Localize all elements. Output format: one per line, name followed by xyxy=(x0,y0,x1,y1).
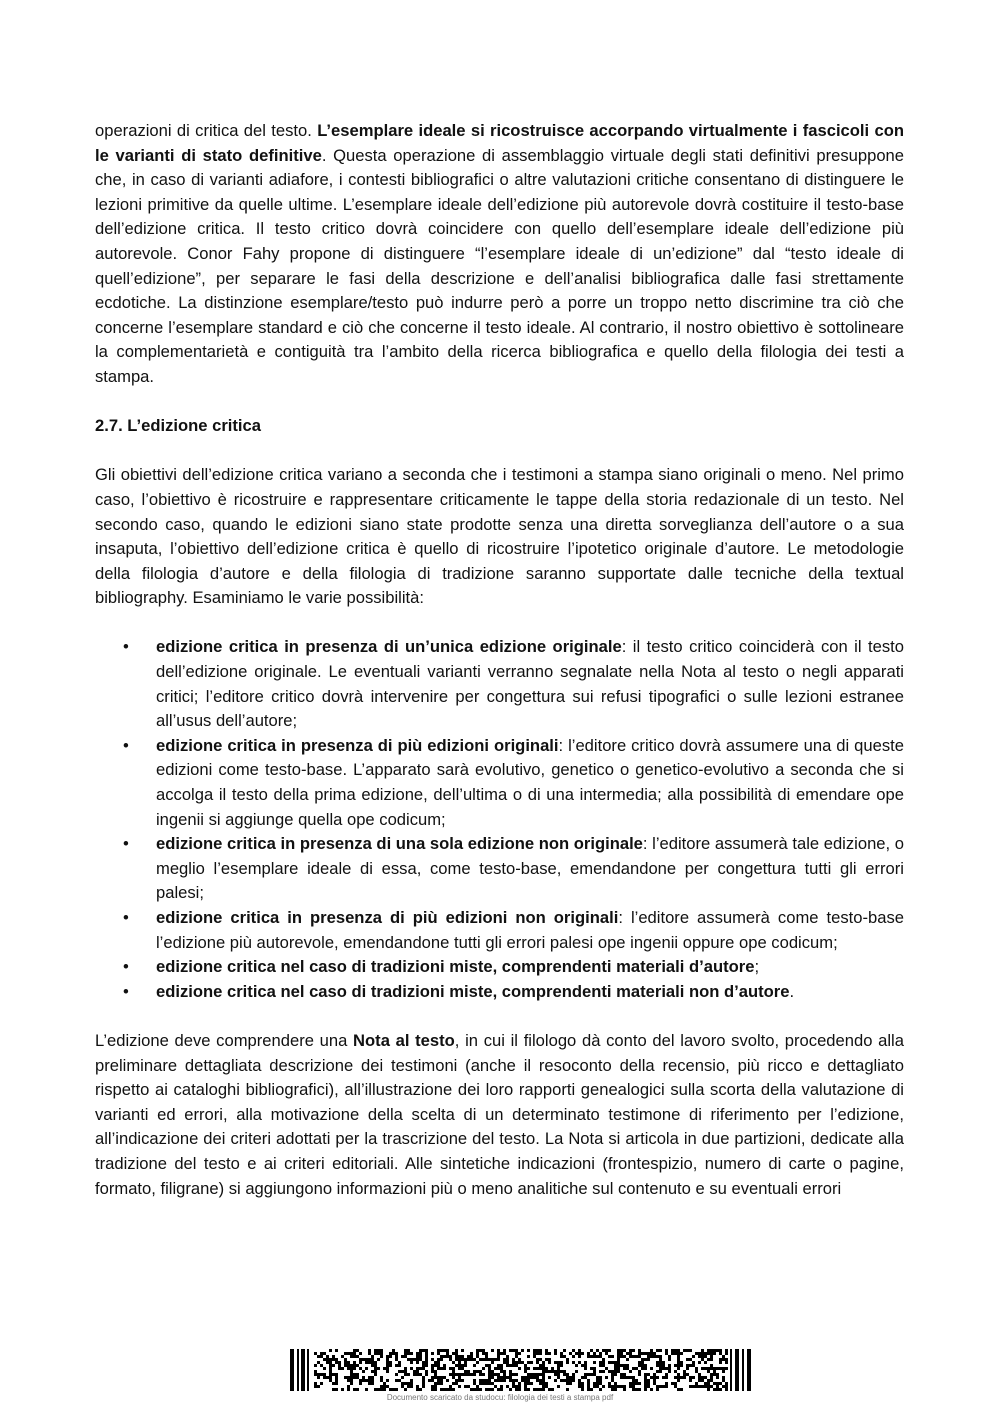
nota-bold-term: Nota al testo xyxy=(353,1030,455,1050)
list-item-title: edizione critica nel caso di tradizioni miste, comprendenti materiali non d’autore xyxy=(156,981,790,1001)
page-footer xyxy=(0,1349,1000,1409)
nota-paragraph xyxy=(95,1029,904,1201)
list-item-title: edizione critica in presenza di più edizioni originali xyxy=(156,735,559,755)
barcode-caption: Documento scaricato da studocu: filologia dei testi a stampa pdf xyxy=(386,1393,614,1402)
section-heading: 2.7. L’edizione critica xyxy=(95,416,262,436)
edition-types-list xyxy=(95,635,904,1004)
nota-text-1: L’edizione deve comprendere una xyxy=(95,1030,354,1050)
bullet-icon: • xyxy=(123,981,129,1001)
intro-bold-statement: L’esemplare ideale si ricostruisce accorpando virtualmente i fascicoli con le varianti di stato definitive xyxy=(95,121,904,165)
bullet-icon: • xyxy=(123,735,129,755)
list-item-title: edizione critica in presenza di una sola edizione non originale xyxy=(156,834,643,854)
objectives-paragraph: Gli obiettivi dell’edizione critica variano a seconda che i testimoni a stampa siano originali o meno. Nel primo caso, l’obiettivo è ricostruire e rappresentare criticamente le tappe della storia redazionale di un testo. Nel secondo caso, quando le edizioni siano state prodotte senza una diretta sorveglianza dell’autore o a sua insaputa, l’obiettivo dell’edizione critica è quello di ricostruire l’ipotetico originale d’autore. Le metodologie della filologia d’autore e della filologia di tradizione saranno supportate dalle tecniche della textual bibliography. Esaminiamo le varie possibilità: xyxy=(95,465,904,608)
list-item-text: : il testo critico coinciderà con il testo dell’edizione originale. Le eventuali varianti verranno segnalate nella Nota al testo o negli apparati critici; l’editore critico dovrà intervenire per congettura sui refusi tipografici o sulle lezioni estranee all’usus dell’autore; xyxy=(156,637,904,731)
list-item xyxy=(95,980,904,1005)
bullet-icon: • xyxy=(123,908,129,927)
bullet-icon: • xyxy=(123,957,129,977)
list-item xyxy=(95,832,904,906)
list-item xyxy=(95,734,904,832)
list-item-title: edizione critica in presenza di un’unica edizione originale xyxy=(156,637,622,657)
list-item-text: : l’editore critico dovrà assumere una di queste edizioni come testo-base. L’apparato sarà evolutivo, genetico o genetico-evolutivo a seconda che si accolga il testo della prima edizione, dell’ultima o di una intermedia; alla possibilità di emendare ope ingenii si aggiunge quella ope codicum; xyxy=(156,735,904,829)
bullet-icon: • xyxy=(123,637,129,657)
list-item-title: edizione critica nel caso di tradizioni miste, comprendenti materiali d’autore xyxy=(156,957,755,977)
document-page xyxy=(95,119,904,1201)
list-item-text: . xyxy=(789,981,795,1001)
list-item xyxy=(95,635,904,733)
intro-paragraph xyxy=(95,119,904,390)
nota-text-2: , in cui il filologo dà conto del lavoro svolto, procedendo alla preliminare dettagliata descrizione dei testimoni (anche il resoconto della recensio, più ricco e dettagliato rispetto ai cataloghi bibliografici), all’illustrazione dei loro rapporti genealogici sulla scorta della valutazione di varianti ed errori, alla motivazione della scelta di un determinato testimone di riferimento per l’edizione, all’indicazione dei criteri adottati per la trascrizione del testo. La Nota si articola in due partizioni, dedicate alla tradizione del testo e ai criteri editoriali. Alle sintetiche indicazioni (frontespizio, numero di carte o pagine, formato, filigrane) si aggiungono informazioni più o meno analitiche sul contenuto e su eventuali errori xyxy=(95,1030,904,1198)
list-item xyxy=(95,906,904,955)
intro-text-2: . Questa operazione di assemblaggio virtuale degli stati definitivi presuppone che, in caso di varianti adiafore, i contesti bibliografici o altre valutazioni critiche consentano di distinguere le lezioni primitive da quelle ultime. L’esemplare ideale dell’edizione più autorevole dovrà costituire il testo-base dell’edizione critica. Il testo critico dovrà coincidere con quello dell’esemplare ideale dell’edizione più autorevole. Conor Fahy propone di distinguere “l’esemplare ideale di un’edizione” dal “testo ideale di quell’edizione”, per separare le fasi della descrizione e dell’analisi bibliografica dalle fasi strettamente ecdotiche. La distinzione esemplare/testo può indurre però a porre un troppo netto discrimine tra ciò che concerne l’esemplare standard e ciò che concerne il testo ideale. Al contrario, il nostro obiettivo è sottolineare la complementarietà e contiguità tra l’ambito della ricerca bibliografica e quello della filologia dei testi a stampa. xyxy=(95,145,905,386)
list-item-text: : l’editore assumerà come testo-base l’edizione più autorevole, emendandone tutti gli errori palesi ope ingenii oppure ope codicum; xyxy=(156,908,904,952)
list-item-text: ; xyxy=(754,957,760,977)
barcode-icon xyxy=(290,1349,752,1391)
list-item-text: : l’editore assumerà tale edizione, o meglio l’esemplare ideale di essa, come testo-base, emendandone per congettura tutti gli errori palesi; xyxy=(156,834,904,903)
intro-text-1: operazioni di critica del testo. xyxy=(95,121,318,140)
list-item xyxy=(95,955,904,980)
bullet-icon: • xyxy=(123,834,129,854)
list-item-title: edizione critica in presenza di più edizioni non originali xyxy=(156,908,619,927)
